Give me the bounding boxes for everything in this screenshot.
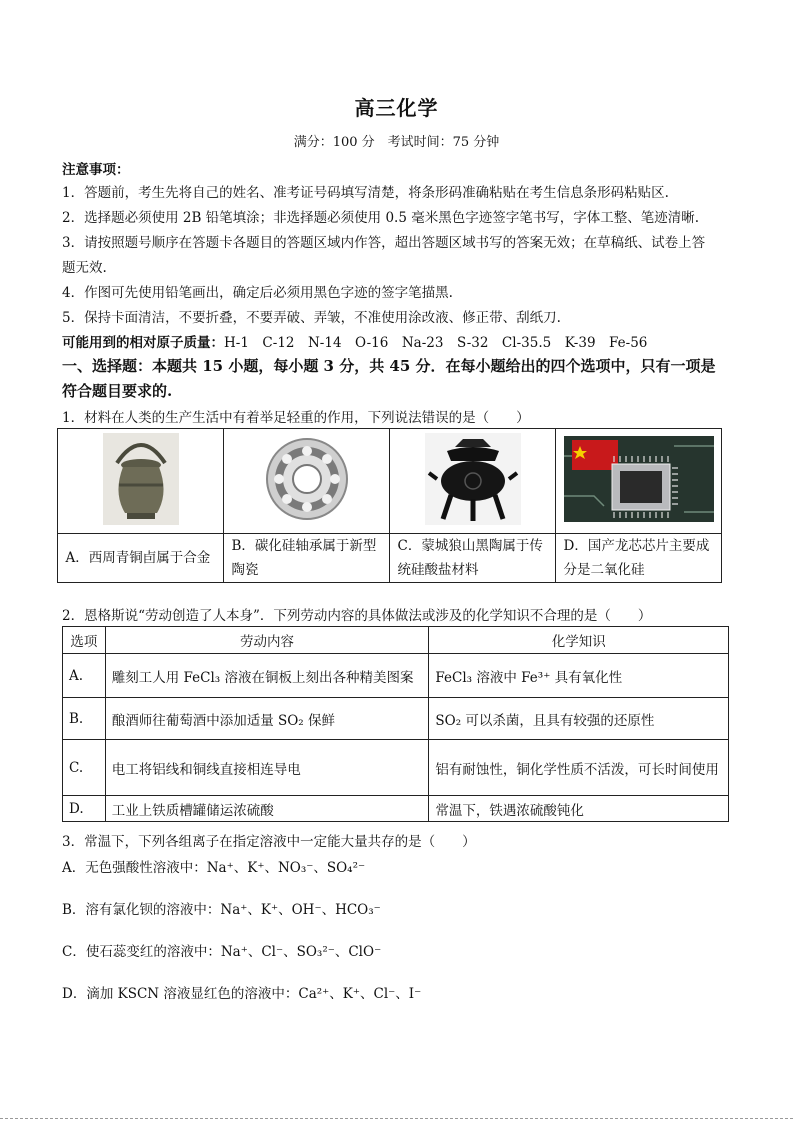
option-d-image-cell <box>556 429 722 534</box>
notice-item: 1．答题前，考生先将自己的姓名、准考证号码填写清楚，将条形码准确粘贴在考生信息条形码粘贴区. <box>62 185 669 201</box>
row-option: A. <box>63 654 106 698</box>
atomic-mass-values: H-1 C-12 N-14 O-16 Na-23 S-32 Cl-35.5 K-39 Fe-56 <box>224 335 648 351</box>
question-2-table <box>62 626 729 822</box>
header-option: 选项 <box>63 627 106 654</box>
row-content: 电工将铝线和铜线直接相连导电 <box>105 740 429 796</box>
header-content: 劳动内容 <box>105 627 429 654</box>
option-d-label: D．国产龙芯芯片主要成分是二氧化硅 <box>563 538 710 578</box>
row-option: C. <box>63 740 106 796</box>
section-heading-cont: 符合题目要求的. <box>62 382 173 400</box>
row-content: 雕刻工人用 FeCl₃ 溶液在铜板上刻出各种精美图案 <box>105 654 429 698</box>
exam-info: 满分：100 分 考试时间：75 分钟 <box>293 135 500 150</box>
chip-icon <box>564 436 714 522</box>
option-d-cell <box>556 534 722 583</box>
page-title: 高三化学 <box>354 96 439 120</box>
notice-heading: 注意事项： <box>62 162 130 178</box>
row-knowledge: 常温下，铁遇浓硫酸钝化 <box>429 796 729 822</box>
question-3-option-d: D．滴加 KSCN 溶液显红色的溶液中：Ca²⁺、K⁺、Cl⁻、I⁻ <box>62 986 422 1002</box>
bronze-vessel-icon <box>103 433 179 525</box>
table-row <box>63 796 729 822</box>
question-3-option-c: C．使石蕊变红的溶液中：Na⁺、Cl⁻、SO₃²⁻、ClO⁻ <box>62 944 382 960</box>
ball-bearing-icon <box>264 436 350 522</box>
notice-item: 5．保持卡面清洁，不要折叠，不要弄破、弄皱，不准使用涂改液、修正带、刮纸刀. <box>62 310 561 326</box>
row-content: 工业上铁质槽罐储运浓硫酸 <box>105 796 429 822</box>
row-knowledge: 铝有耐蚀性，铜化学性质不活泼，可长时间使用 <box>429 740 729 796</box>
atomic-mass-line <box>62 331 647 351</box>
option-a-label: A．西周青铜卣属于合金 <box>65 550 211 566</box>
row-content: 酿酒师往葡萄酒中添加适量 SO₂ 保鲜 <box>105 698 429 740</box>
header-knowledge: 化学知识 <box>429 627 729 654</box>
row-option: D. <box>63 796 106 822</box>
table-row <box>63 698 729 740</box>
black-pottery-censer-icon <box>425 433 521 525</box>
option-b-label: B．碳化硅轴承属于新型陶瓷 <box>231 538 377 578</box>
option-c-cell <box>390 534 556 583</box>
notice-item: 4．作图可先使用铅笔画出，确定后必须用黑色字迹的签字笔描黑. <box>62 285 453 301</box>
option-c-image-cell <box>390 429 556 534</box>
notice-item: 2．选择题必须使用 2B 铅笔填涂；非选择题必须使用 0.5 毫米黑色字迹签字笔书写，字体工整、笔迹清晰. <box>62 210 700 226</box>
notice-item: 题无效. <box>62 260 107 276</box>
option-a-cell <box>58 534 224 583</box>
section-heading: 一、选择题：本题共 15 小题，每小题 3 分，共 45 分．在每小题给出的四个选项中，只有一项是 <box>62 357 716 375</box>
option-c-label: C．蒙城狼山黑陶属于传统硅酸盐材料 <box>397 538 543 578</box>
page-divider <box>0 1118 793 1119</box>
atomic-mass-label: 可能用到的相对原子质量： <box>62 335 224 351</box>
question-1-table <box>57 428 722 583</box>
option-a-image-cell <box>58 429 224 534</box>
question-3-option-a: A．无色强酸性溶液中：Na⁺、K⁺、NO₃⁻、SO₄²⁻ <box>62 860 366 876</box>
table-row <box>63 654 729 698</box>
row-knowledge: SO₂ 可以杀菌，且具有较强的还原性 <box>429 698 729 740</box>
row-option: B. <box>63 698 106 740</box>
question-3-option-b: B．溶有氯化钡的溶液中：Na⁺、K⁺、OH⁻、HCO₃⁻ <box>62 902 381 918</box>
option-b-image-cell <box>224 429 390 534</box>
table-row <box>63 740 729 796</box>
question-2-stem: 2．恩格斯说“劳动创造了人本身”．下列劳动内容的具体做法或涉及的化学知识不合理的是（ ） <box>62 608 652 624</box>
question-1-stem: 1．材料在人类的生产生活中有着举足轻重的作用，下列说法错误的是（ ） <box>62 410 530 426</box>
option-b-cell <box>224 534 390 583</box>
row-knowledge: FeCl₃ 溶液中 Fe³⁺ 具有氧化性 <box>429 654 729 698</box>
question-3-stem: 3．常温下，下列各组离子在指定溶液中一定能大量共存的是（ ） <box>62 834 476 850</box>
notice-item: 3．请按照题号顺序在答题卡各题目的答题区域内作答，超出答题区域书写的答案无效；在草稿纸、试卷上答 <box>62 235 706 251</box>
